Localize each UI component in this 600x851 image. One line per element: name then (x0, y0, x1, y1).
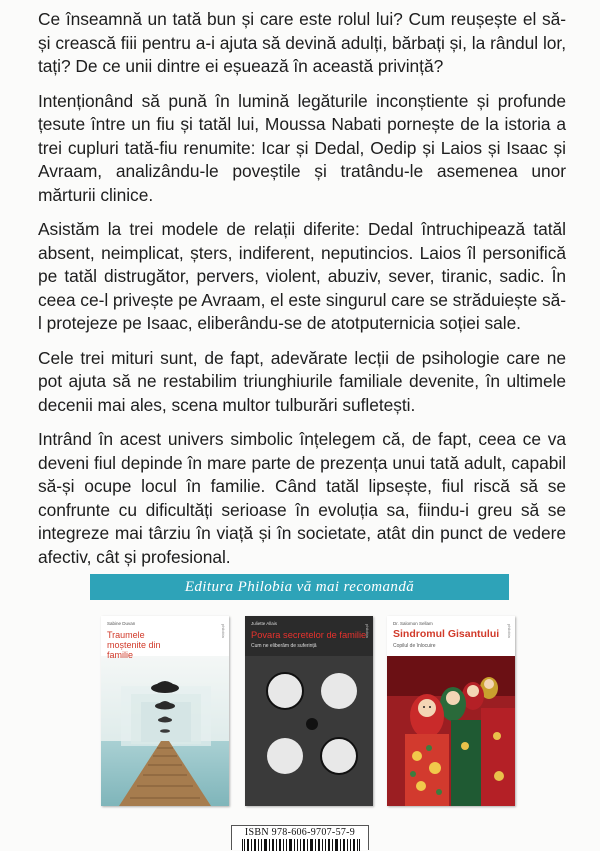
paragraph-3: Asistăm la trei modele de relații diferite: Dedal întruchipează tatăl absent, neimplicat, șters, indiferent, neputincios. Laios îl personifică pe tatăl distrugător, pervers, violent, abuziv, sever, tiranic, sadic. În ceea ce-l privește pe Avraam, el este singurul care se străduiește să-l protejeze pe Isaac, eliberându-se de atotputernicia soției sale. (38, 219, 566, 333)
book-subtitle: Copilul de înlocuire (393, 643, 436, 649)
book-title: Traumele moștenite din familie (107, 630, 161, 660)
book-author: Juliette Allais (251, 621, 278, 626)
paragraph-4: Cele trei mituri sunt, de fapt, adevărate lecții de psihologie care ne pot ajuta să ne restabilim triunghiurile familiale devenite, în ultimele decenii mai ales, scena multor tulburări sufletești. (38, 347, 566, 415)
book-author: Sabine Duvan (107, 621, 136, 626)
recommend-banner: Editura Philobia vă mai recomandă (90, 574, 509, 600)
back-cover-text (38, 8, 566, 580)
book-cover-povara (245, 616, 373, 806)
isbn-text: ISBN 978-606-9707-57-9 (244, 827, 356, 838)
book-publisher: philobia (507, 624, 512, 638)
book-author: Dr. Salomon Sellam (393, 621, 433, 626)
book-title: Sindromul Gisantului (393, 628, 500, 640)
book-cover-sindromul (387, 616, 515, 806)
book-publisher: philobia (221, 624, 226, 638)
barcode-icon (242, 839, 360, 851)
book-cover-traumele (101, 616, 229, 806)
book-title: Povara secretelor de familie (251, 630, 367, 640)
isbn-barcode-box (231, 825, 369, 850)
paragraph-1: Ce înseamnă un tată bun și care este rolul lui? Cum reușește el să-și crească fiii pentru a-i ajuta să devină adulți, bărbați și, la rândul lor, tați? De ce unii dintre ei eșuează în această privință? (38, 9, 566, 76)
paragraph-2: Intenționând să pună în lumină legăturile inconștiente și profunde țesute între un fiu și tatăl lui, Moussa Nabati pornește de la istoria a trei cupluri tată-fiu renumite: Icar și Dedal, Oedip și Laios și Isaac și Avraam, analizându-le poveștile și tratându-le asemenea unor mărturii clinice. (38, 90, 566, 205)
book-subtitle: Cum ne eliberăm de suferință (251, 643, 317, 649)
book-publisher: philobia (365, 624, 370, 638)
paragraph-5: Intrând în acest univers simbolic înțelegem că, de fapt, ceea ce va deveni fiul depinde în mare parte de prezența unui tată adult, capabil să-și ocupe locul în familie. Când tatăl lipsește, fiul riscă să se confrunte cu dificultăți serioase în evoluția sa, fiindu-i greu să se integreze mai târziu în viață și în societate, atât din punct de vedere afectiv, cât și profesional. (38, 429, 566, 567)
